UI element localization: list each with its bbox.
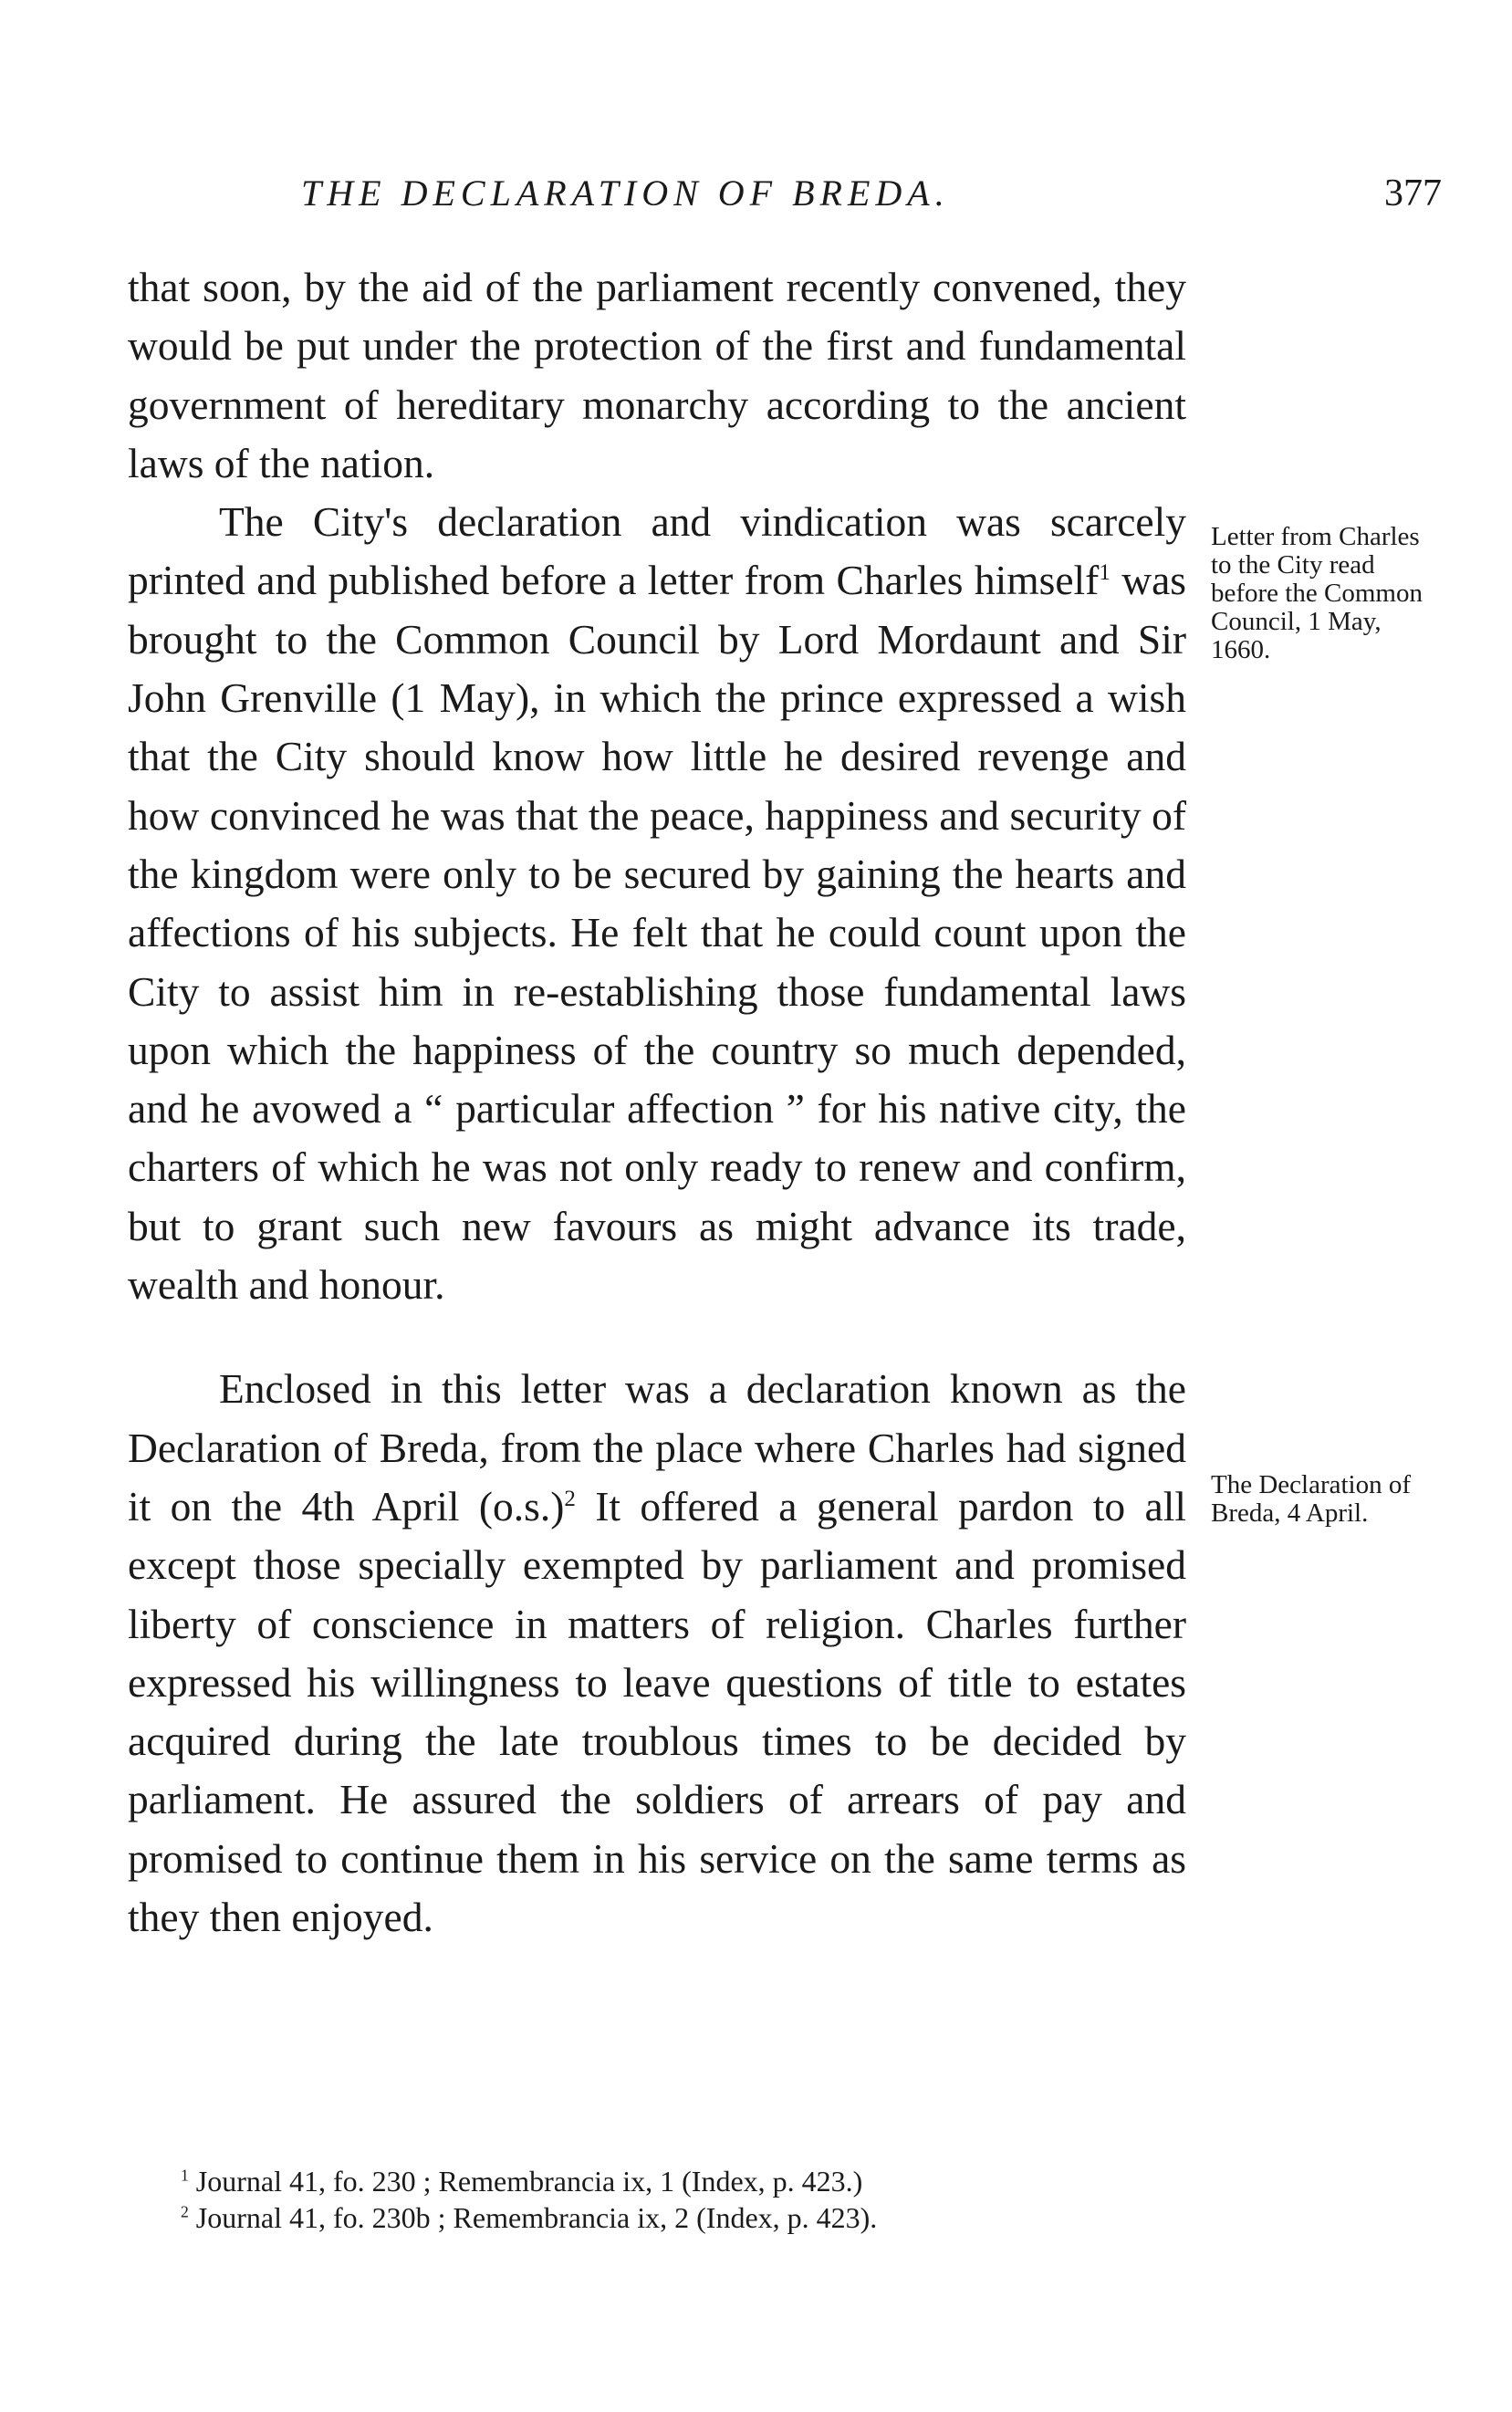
footnote-1 <box>181 2163 1184 2199</box>
paragraph-1 <box>128 258 1186 493</box>
footnote-2-marker: 2 <box>181 2202 189 2221</box>
paragraph-1-text: that soon, by the aid of the parliament recently convened, they would be put under the protection of the first and fundamental government of hereditary monarchy according to the ancient laws of the nation. <box>128 264 1186 486</box>
running-head <box>128 172 1442 226</box>
page-number: 377 <box>1384 172 1442 214</box>
body-text <box>128 258 1186 1947</box>
footnote-1-marker: 1 <box>181 2166 189 2185</box>
margin-note-declaration: The Declaration of Breda, 4 April. <box>1211 1470 1412 1528</box>
footnote-2-text: Journal 41, fo. 230b ; Remembrancia ix, 2 (Index, p. 423). <box>195 2201 878 2234</box>
running-title: THE DECLARATION OF BREDA. <box>301 172 950 214</box>
footnote-ref-2[interactable]: 2 <box>564 1486 576 1511</box>
footnote-ref-1[interactable]: 1 <box>1099 560 1111 586</box>
footnotes <box>181 2163 1184 2236</box>
footnote-2 <box>181 2199 1184 2236</box>
paragraph-3-text-b: It offered a general pardon to all except those specially exempted by parliament and promised liberty of conscience in matters of religion. Charles further expressed his willingness to leave questions of title to estates acquired during the late troublous times to be decided by parliament. He assured the soldiers of arrears of pay and promised to continue them in his service on the same terms as they then enjoyed. <box>128 1482 1186 1941</box>
footnote-1-text: Journal 41, fo. 230 ; Remembrancia ix, 1 (Index, p. 423.) <box>195 2165 863 2198</box>
paragraph-3 <box>128 1360 1186 1947</box>
paragraph-3-text-a: Enclosed in this letter was a declaration known as the Declaration of Breda, from the place where Charles had signed it on the 4th April (o.s.) <box>128 1365 1186 1530</box>
paragraph-2 <box>128 493 1186 1314</box>
paragraph-2-text-b: was brought to the Common Council by Lord Mordaunt and Sir John Grenville (1 May), in which the prince expressed a wish that the City should know how little he desired revenge and how convinced he was that the peace, happiness and security of the kingdom were only to be secured by gaining the hearts and affections of his subjects. He felt that he could count upon the City to assist him in re-establishing those fundamental laws upon which the happiness of the country so much depended, and he avowed a “ particular affection ” for his native city, the charters of which he was not only ready to renew and confirm, but to grant such new favours as might advance its trade, wealth and honour. <box>128 557 1187 1309</box>
paragraph-2-text-a: The City's declaration and vindication was scarcely printed and published before a letter from Charles himself <box>128 498 1186 604</box>
margin-note-letter: Letter from Charles to the City read before the Common Council, 1 May, 1660. <box>1211 522 1423 664</box>
